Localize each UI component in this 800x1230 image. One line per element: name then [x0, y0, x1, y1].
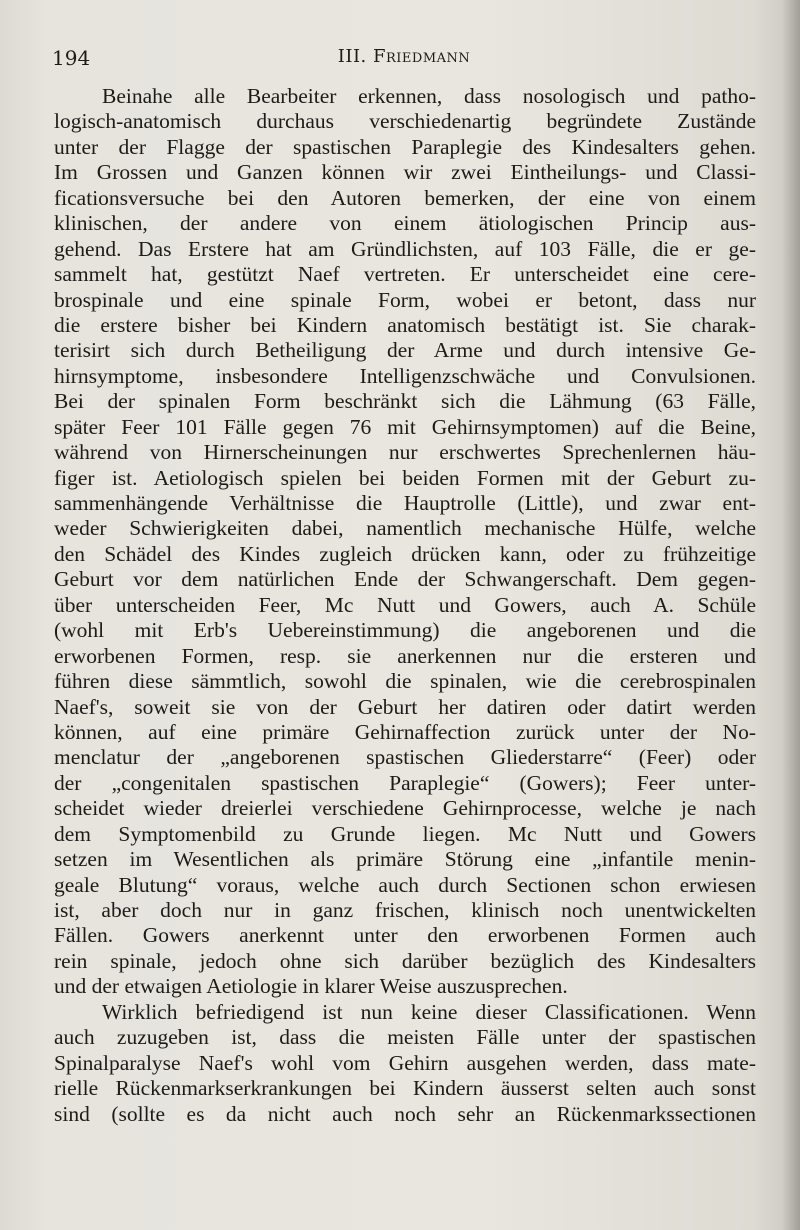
text-line: dem Symptomenbild zu Grunde liegen. Mc Nutt und Gowers [54, 821, 756, 846]
text-line: den Schädel des Kindes zugleich drücken kann, oder zu frühzeitige [54, 541, 756, 566]
text-line: sind (sollte es da nicht auch noch sehr an Rückenmarkssectionen [54, 1101, 756, 1126]
text-line: erworbenen Formen, resp. sie anerkennen nur die ersteren und [54, 643, 756, 668]
text-line: rielle Rückenmarkserkrankungen bei Kindern äusserst selten auch sonst [54, 1076, 756, 1101]
text-line: weder Schwierigkeiten dabei, namentlich mechanische Hülfe, welche [54, 516, 756, 541]
text-line: können, auf eine primäre Gehirnaffection zurück unter der No- [54, 719, 756, 744]
body-text [54, 84, 756, 1127]
text-line: figer ist. Aetiologisch spielen bei beiden Formen mit der Geburt zu- [54, 465, 756, 490]
text-line: (wohl mit Erb's Uebereinstimmung) die angeborenen und die [54, 618, 756, 643]
text-line: auch zuzugeben ist, dass die meisten Fälle unter der spastischen [54, 1025, 756, 1050]
text-line: Beinahe alle Bearbeiter erkennen, dass nosologisch und patho- [102, 84, 756, 108]
text-line: menclatur der „angeborenen spastischen Gliederstarre“ (Feer) oder [54, 745, 756, 770]
text-line: die erstere bisher bei Kindern anatomisch bestätigt ist. Sie charak- [54, 312, 756, 337]
text-line: logisch-anatomisch durchaus verschiedenartig begründete Zustände [54, 109, 756, 134]
page-number: 194 [52, 46, 91, 70]
text-line: Geburt vor dem natürlichen Ende der Schwangerschaft. Dem gegen- [54, 567, 756, 592]
text-line: sammelt hat, gestützt Naef vertreten. Er unterscheidet eine cere- [54, 262, 756, 287]
text-line: ist, aber doch nur in ganz frischen, klinisch noch unentwickelten [54, 898, 756, 922]
text-line: Im Grossen und Ganzen können wir zwei Eintheilungs- und Classi- [54, 160, 756, 185]
text-line: hirnsymptome, insbesondere Intelligenzschwäche und Convulsionen. [54, 363, 756, 388]
text-line: über unterscheiden Feer, Mc Nutt und Gowers, auch A. Schüle [54, 592, 756, 617]
text-line: Bei der spinalen Form beschränkt sich die Lähmung (63 Fälle, [54, 389, 756, 414]
text-line: Spinalparalyse Naef's wohl vom Gehirn ausgehen werden, dass mate- [54, 1050, 756, 1075]
text-line: scheidet wieder dreierlei verschiedene Gehirnprocesse, welche je nach [54, 796, 756, 821]
page-gutter-shadow [782, 0, 800, 1230]
text-line: geale Blutung“ voraus, welche auch durch Sectionen schon erwiesen [54, 872, 756, 897]
text-line: terisirt sich durch Betheiligung der Arme und durch intensive Ge- [54, 338, 756, 363]
text-line: sammenhängende Verhältnisse die Hauptrolle (Little), und zwar ent- [54, 491, 756, 515]
text-line: später Feer 101 Fälle gegen 76 mit Gehirnsymptomen) auf die Beine, [54, 414, 756, 439]
text-line: Wirklich befriedigend ist nun keine dieser Classificationen. Wenn [102, 999, 756, 1024]
text-line: der „congenitalen spastischen Paraplegie“ (Gowers); Feer unter- [54, 770, 756, 795]
text-line: setzen im Wesentlichen als primäre Störung eine „infantile menin- [54, 847, 756, 872]
text-line: während von Hirnerscheinungen nur erschwertes Sprechenlernen häu- [54, 440, 756, 465]
text-line: Fällen. Gowers anerkennt unter den erworbenen Formen auch [54, 923, 756, 948]
text-line: rein spinale, jedoch ohne sich darüber bezüglich des Kindesalters [54, 948, 756, 973]
text-line: gehend. Das Erstere hat am Gründlichsten, auf 103 Fälle, die er ge- [54, 236, 756, 261]
text-line: unter der Flagge der spastischen Paraplegie des Kindesalters gehen. [54, 134, 756, 159]
text-line: ficationsversuche bei den Autoren bemerken, der eine von einem [54, 185, 756, 210]
running-head: III. Friedmann [337, 46, 471, 67]
text-line: Naef's, soweit sie von der Geburt her datiren oder datirt werden [54, 694, 756, 719]
page-header [52, 46, 756, 72]
text-line: klinischen, der andere von einem ätiologischen Princip aus- [54, 211, 756, 236]
text-line: brospinale und eine spinale Form, wobei er betont, dass nur [54, 287, 756, 312]
text-line: und der etwaigen Aetiologie in klarer Weise auszusprechen. [54, 974, 568, 999]
text-line: führen diese sämmtlich, sowohl die spinalen, wie die cerebrospinalen [54, 669, 756, 694]
